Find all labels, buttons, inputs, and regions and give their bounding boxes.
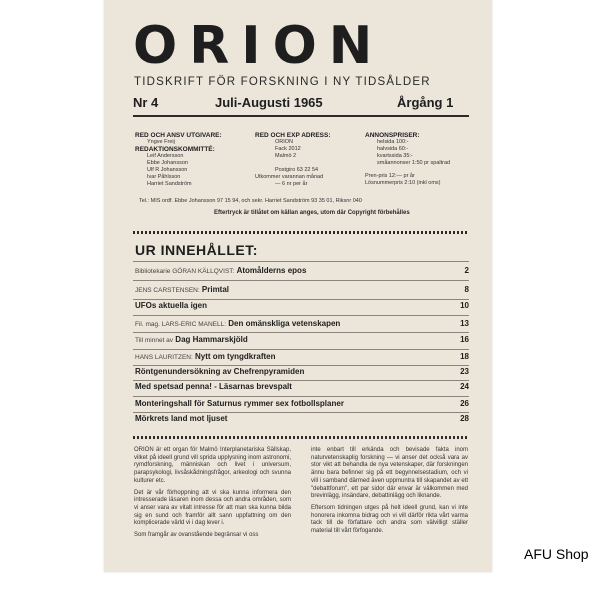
toc-heading: UR INNEHÅLLET: xyxy=(135,242,258,258)
toc-page: 26 xyxy=(460,399,469,408)
ad-price: småannonser 1:50 pr spaltrad xyxy=(377,160,451,166)
issue-number: Nr 4 xyxy=(133,95,159,110)
toc-article: Dag Hammarskjöld xyxy=(175,335,248,344)
address-line xyxy=(255,160,355,167)
toc-divider xyxy=(133,396,469,397)
ad-price: kvartssida 35:- xyxy=(377,153,413,159)
toc-divider xyxy=(133,365,469,366)
header-rule xyxy=(133,115,469,117)
address-line: Fack 2012 xyxy=(275,146,301,152)
toc-author: Fil. mag. LARS-ERIC MANELL: xyxy=(135,321,227,328)
toc-item xyxy=(135,352,469,364)
phone-line: Tel.: MIS ordf. Ebbe Johansson 97 15 94, och sekr. Harriet Sandström 93 35 01, Riksnr 040 xyxy=(139,198,362,204)
toc-page: 10 xyxy=(460,301,469,310)
toc-item xyxy=(135,367,469,379)
body-paragraph: inte enbart till erkända och bevisade fakta inom naturvetenskaplig forskning — vi anser det också vara av stor vikt att behandla de nya vetenskaper, där forskningen ännu bara befinner sig på ett begynnelsestadium, och vi vill i samband därmed även uppmuntra till skapandet av ett "debattforum", ett par sidor där envar är välkommen med brevinlägg, insändare, debattinlägg och liknande. xyxy=(311,447,468,500)
toc-author: JENS CARSTENSEN: xyxy=(135,287,200,294)
frequency-line: Utkommer varannan månad xyxy=(255,174,324,180)
body-paragraph: Som framgår av ovanstående begränsar vi oss xyxy=(134,532,259,539)
toc-page: 23 xyxy=(460,367,469,376)
magazine-page xyxy=(104,0,492,572)
section-rule xyxy=(133,231,469,234)
masthead-address xyxy=(255,132,355,188)
toc-author: HANS LAURITZEN: xyxy=(135,354,193,361)
issue-date: Juli-Augusti 1965 xyxy=(215,95,323,110)
toc-rule xyxy=(133,261,469,262)
toc-divider xyxy=(133,412,469,413)
toc-article: Med spetsad penna! - Läsarnas brevspalt xyxy=(135,382,292,391)
committee-heading: REDAKTIONSKOMMITTÉ: xyxy=(135,146,215,153)
toc-divider xyxy=(133,349,469,350)
committee-member: Ulf R Johansson xyxy=(147,167,188,173)
toc-page: 16 xyxy=(460,335,469,344)
toc-page: 13 xyxy=(460,319,469,328)
editor-name: Yngve Freij xyxy=(147,139,175,145)
committee-member: Harriet Sandström xyxy=(147,181,192,187)
toc-page: 8 xyxy=(464,285,469,294)
magazine-subtitle: TIDSKRIFT FÖR FORSKNING I NY TIDSÅLDER xyxy=(134,76,431,88)
address-line: Postgiro 63 22 54 xyxy=(275,167,319,173)
committee-member: Leif Andersson xyxy=(147,153,184,159)
body-paragraph: Det är vår förhoppning att vi ska kunna informera den intresserade läsaren inom dessa och andra områden, som vi anser vara av vitalt intresse för att man ska kunna bilda sig en sund och framför allt sann uppfattning om den komplicerade värld vi i dag lever i. xyxy=(134,489,291,527)
issue-price: Lösnummerpris 2:10 (inkl oms) xyxy=(365,180,441,186)
masthead-ads xyxy=(365,132,471,187)
toc-item xyxy=(135,266,469,278)
editor-heading: RED OCH ANSV UTGIVARE: xyxy=(135,132,222,139)
masthead-editors xyxy=(135,132,253,188)
toc-article: Atomålderns epos xyxy=(236,266,307,275)
committee-member: Ivar Påhlsson xyxy=(147,174,181,180)
toc-article: Röntgenundersökning av Chefrenpyramiden xyxy=(135,367,305,376)
toc-article: Mörkrets land mot ljuset xyxy=(135,414,228,423)
magazine-title: ORION xyxy=(133,16,385,76)
toc-article: Primtal xyxy=(201,285,230,294)
shop-watermark: AFU Shop xyxy=(524,546,589,562)
toc-item xyxy=(135,414,469,426)
toc-divider xyxy=(133,315,469,316)
toc-page: 18 xyxy=(460,352,469,361)
ads-heading: ANNONSPRISER: xyxy=(365,132,420,139)
toc-item xyxy=(135,301,469,313)
toc-page: 2 xyxy=(464,266,469,275)
toc-divider xyxy=(133,380,469,381)
frequency-line: — 6 nr per år xyxy=(275,181,308,187)
ad-price: helsida 100:- xyxy=(377,139,409,145)
ad-price: halvsida 60:- xyxy=(377,146,409,152)
toc-item xyxy=(135,335,469,347)
issue-volume: Årgång 1 xyxy=(397,95,454,110)
address-line: ORION xyxy=(275,139,294,145)
subscription-price: Pren-pris 12:— pr år xyxy=(365,173,415,179)
toc-article: Nytt om tyngdkraften xyxy=(195,352,276,361)
toc-divider xyxy=(133,299,469,300)
toc-divider xyxy=(133,332,469,333)
body-column-left xyxy=(134,447,291,544)
body-paragraph: ORION är ett organ för Malmö Interplanetariska Sällskap, vilket på ideell grund vill sprida upplysning inom astronomi, rymdforskning, människan och livet i universum, parapsykologi, livsåskådningsfrågor, arkeologi och svunna kulturer etc. xyxy=(134,447,291,484)
body-column-right xyxy=(311,447,468,540)
committee-member: Ebbe Johansson xyxy=(147,160,188,166)
body-paragraph: Eftersom tidningen utges på helt ideell grund, kan vi inte honorera inkomna bidrag och vi vill därför rikta vårt varma tack till de författare och andra som välvilligt ställer material till vårt förfogande. xyxy=(311,504,468,535)
toc-article: UFOs aktuella igen xyxy=(135,301,208,310)
toc-author: Bibliotekarie GÖRAN KÄLLQVIST: xyxy=(135,268,235,275)
toc-item xyxy=(135,319,469,331)
address-line: Malmö 2 xyxy=(275,153,297,159)
toc-page: 24 xyxy=(460,382,469,391)
toc-page: 28 xyxy=(460,414,469,423)
toc-article: Monteringshall för Saturnus rymmer sex fotbollsplaner xyxy=(135,399,344,408)
toc-author: Till minnet av xyxy=(135,337,174,344)
section-rule xyxy=(133,436,469,439)
address-heading: RED OCH EXP ADRESS: xyxy=(255,132,331,139)
toc-item xyxy=(135,285,469,297)
toc-article: Den omänskliga vetenskapen xyxy=(228,319,341,328)
copyright-notice: Eftertryck är tillåtet om källan anges, utom där Copyright förbehålles xyxy=(214,210,410,216)
toc-item xyxy=(135,382,469,394)
toc-divider xyxy=(133,280,469,281)
toc-item xyxy=(135,399,469,411)
